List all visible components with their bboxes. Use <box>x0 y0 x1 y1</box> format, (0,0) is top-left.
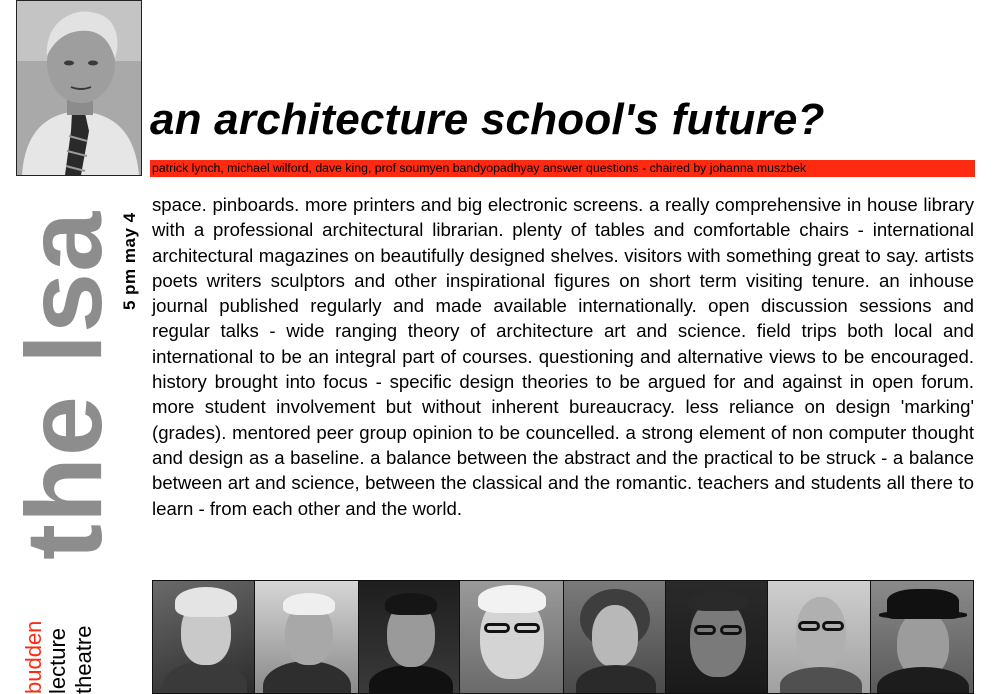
portrait-photo-5 <box>564 581 666 693</box>
event-date: 5 pm may 4 <box>120 212 139 310</box>
vertical-brand-text: the lsa <box>3 210 124 560</box>
portrait-photo-strip <box>152 580 974 694</box>
event-subtitle: patrick lynch, michael wilford, dave king, prof soumyen bandyopadhyay answer questions - chaired by johanna muszbek <box>152 161 807 175</box>
portrait-photo-4 <box>460 581 564 693</box>
speaker-portrait-photo <box>16 0 142 176</box>
venue-line-theatre: theatre <box>71 625 96 694</box>
portrait-photo-3 <box>359 581 461 693</box>
portrait-photo-8 <box>871 581 973 693</box>
portrait-photo-2 <box>255 581 359 693</box>
speaker-portrait-illustration <box>17 1 141 175</box>
portrait-photo-1 <box>153 581 255 693</box>
venue-line-budden: budden <box>21 620 46 694</box>
portrait-photo-6 <box>666 581 768 693</box>
portrait-photo-7 <box>768 581 872 693</box>
event-title: an architecture school's future? <box>150 95 825 144</box>
venue-line-lecture: lecture <box>45 627 70 694</box>
event-description: space. pinboards. more printers and big electronic screens. a really comprehensive in house library with a professional architectural librarian. plenty of tables and comfortable chairs - international architectural magazines on beautifully designed shelves. visitors with something great to say. artists poets writers sculptors and other inspirational figures on short term visiting tenure. an inhouse journal published regularly and made available internationally. open discussion sessions and regular talks - wide ranging theory of architecture art and science. field trips both local and international to be an integral part of courses. questioning and alternative views to be encouraged. history brought into focus - specific design theories to be argued for and against in open forum. more student involvement but without inherent bureaucracy. less reliance on design 'marking' (grades). mentored peer group opinion to be councelled. a strong element of non computer thought and design as a baseline. a balance between the abstract and the practical to be struck - a balance between art and science, between the classical and the romantic. teachers and students all there to learn - from each other and the world. <box>152 194 974 519</box>
